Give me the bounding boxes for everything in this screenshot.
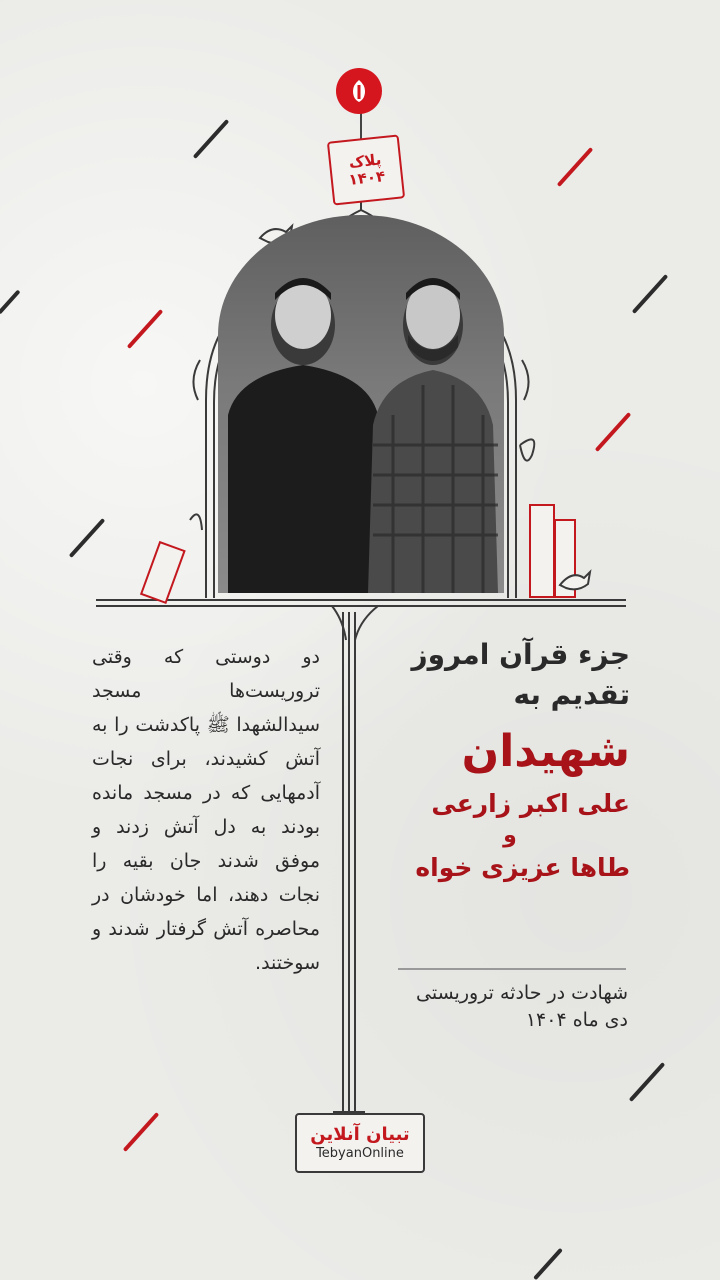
brand-name-en: TebyanOnline: [316, 1146, 404, 1161]
heading-line-1: جزء قرآن امروز: [411, 638, 630, 671]
heading-block: [340, 635, 630, 887]
note-line-1: شهادت در حادثه تروریستی: [416, 982, 628, 1004]
martyrs-photo: [218, 215, 504, 593]
heading-martyrs: شهیدان: [461, 726, 630, 777]
tulip-logo-icon: [336, 68, 382, 114]
plaque-tag: [327, 134, 405, 205]
heading-and: و: [503, 823, 517, 848]
tebyan-brand-logo: [295, 1113, 425, 1173]
story-text: دو دوستی که وقتی تروریست‌ها مسجد سیدالشهدا ﷺ پاکدشت را به آتش کشیدند، برای نجات آدمهایی که در مسجد مانده بودند به دل آتش زدند و موفق شدند جان بقیه را نجات دهند، اما خودشان در محاصره آتش گرفتار شدند و سوختند.: [92, 646, 320, 974]
note-line-2: دی ماه ۱۴۰۴: [525, 1009, 628, 1031]
martyr-name-1: علی اکبر زارعی: [431, 789, 630, 818]
martyrdom-note: [388, 980, 628, 1034]
tag-line-2: ۱۴۰۴: [347, 167, 386, 189]
divider-line: [398, 968, 626, 970]
tag-string: [360, 112, 362, 140]
heading-line-2: تقدیم به: [513, 678, 630, 711]
brand-name-fa: تبیان آنلاین: [310, 1124, 410, 1145]
tag-line-1: پلاک: [347, 150, 383, 172]
martyr-name-2: طاها عزیزی خواه: [415, 853, 630, 882]
